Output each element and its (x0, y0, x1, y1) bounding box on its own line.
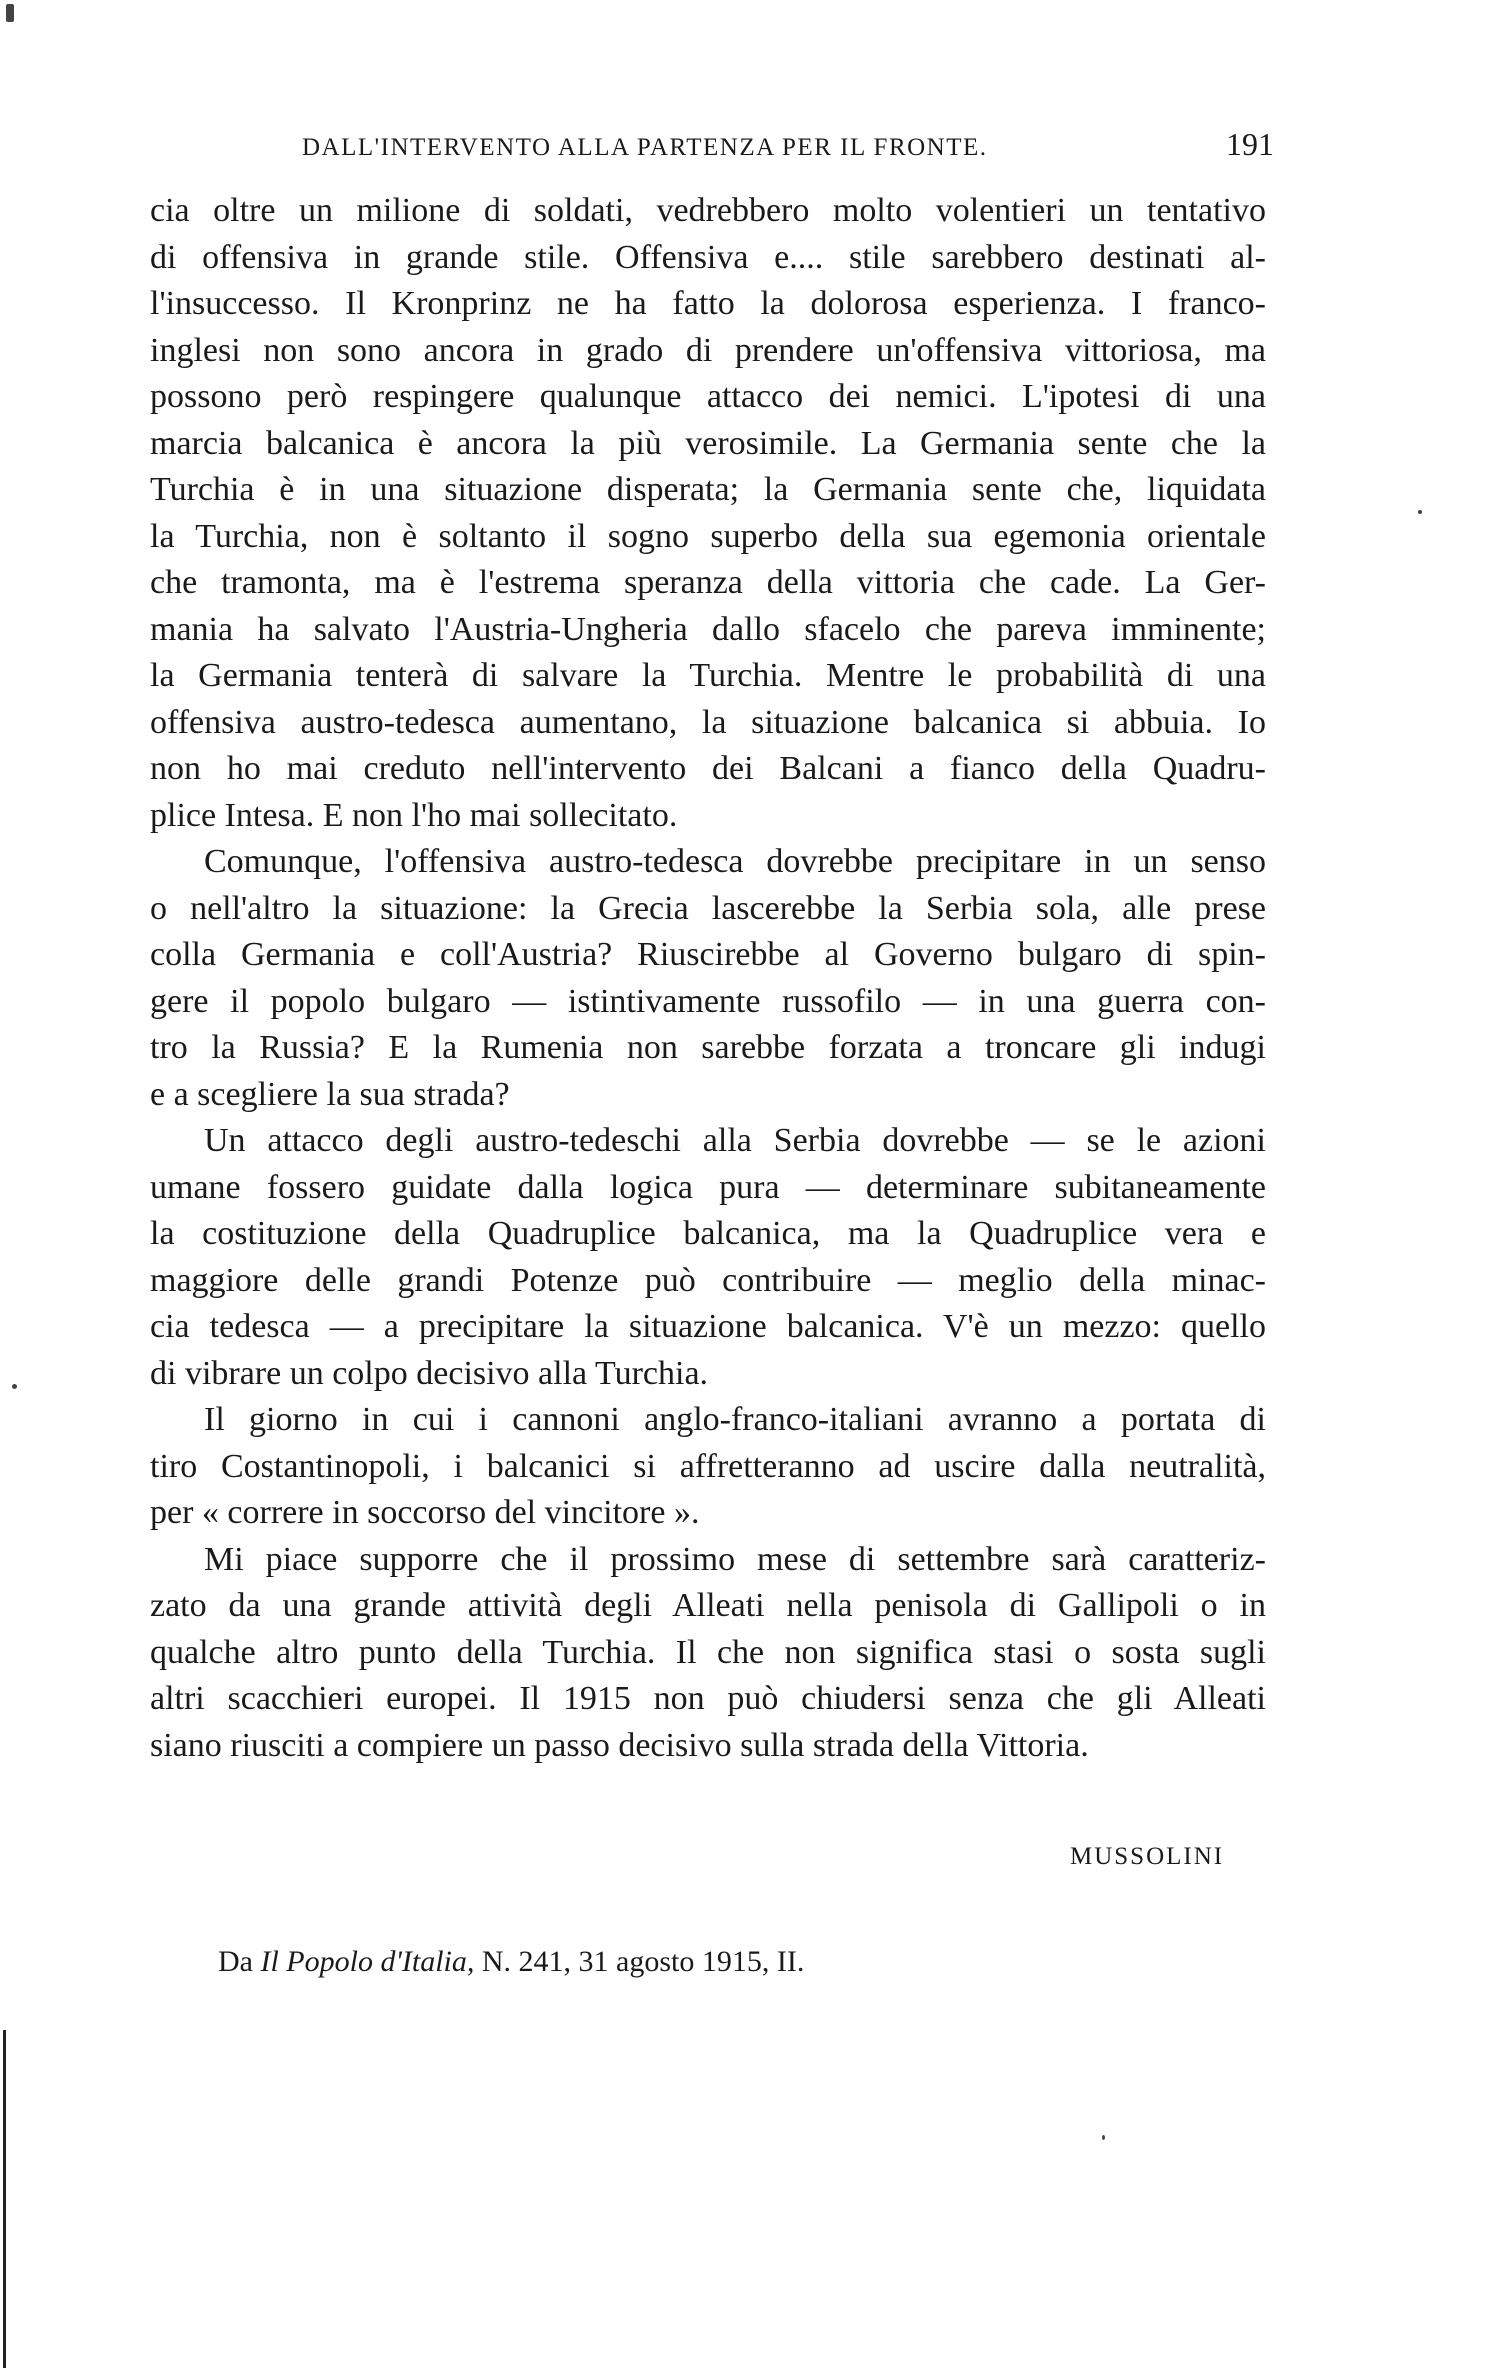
text-line: la costituzione della Quadruplice balcanica, ma la Quadruplice vera e (150, 1215, 1266, 1252)
text-line: non ho mai creduto nell'intervento dei Balcani a fianco della Quadru- (150, 750, 1266, 787)
author-signature: MUSSOLINI (1070, 1843, 1225, 1870)
article-body (150, 188, 1266, 1769)
text-line: Un attacco degli austro-tedeschi alla Serbia dovrebbe — se le azioni (204, 1122, 1266, 1159)
source-details: N. 241, 31 agosto 1915, II. (474, 1945, 805, 1978)
scan-speck (1418, 510, 1422, 514)
text-line: colla Germania e coll'Austria? Riuscirebbe al Governo bulgaro di spin- (150, 936, 1266, 973)
text-line: Turchia è in una situazione disperata; la Germania sente che, liquidata (150, 471, 1266, 508)
text-line: Il giorno in cui i cannoni anglo-franco-italiani avranno a portata di (204, 1401, 1266, 1438)
text-line: la Turchia, non è soltanto il sogno superbo della sua egemonia orientale (150, 517, 1266, 555)
text-line: la Germania tenterà di salvare la Turchia. Mentre le probabilità di una (150, 657, 1266, 694)
source-publication: Il Popolo d'Italia, (260, 1945, 475, 1978)
text-line: o nell'altro la situazione: la Grecia lascerebbe la Serbia sola, alle prese (150, 889, 1266, 927)
text-line: che tramonta, ma è l'estrema speranza della vittoria che cade. La Ger- (150, 564, 1266, 601)
text-line: umane fossero guidate dalla logica pura — determinare subitaneamente (150, 1168, 1266, 1206)
text-line: zato da una grande attività degli Alleati nella penisola di Gallipoli o in (150, 1587, 1266, 1624)
scan-speck (1102, 2135, 1105, 2140)
text-line: tiro Costantinopoli, i balcanici si affretteranno ad uscire dalla neutralità, (150, 1447, 1266, 1485)
text-line: possono però respingere qualunque attacco dei nemici. L'ipotesi di una (150, 378, 1266, 415)
text-line: marcia balcanica è ancora la più verosimile. La Germania sente che la (150, 424, 1266, 462)
text-line: siano riusciti a compiere un passo decisivo sulla strada della Vittoria. (150, 1726, 1089, 1764)
text-line: tro la Russia? E la Rumenia non sarebbe forzata a troncare gli indugi (150, 1029, 1266, 1066)
text-line: Mi piace supporre che il prossimo mese di settembre sarà caratteriz- (204, 1540, 1266, 1578)
text-line: gere il popolo bulgaro — istintivamente russofilo — in una guerra con- (150, 982, 1266, 1020)
text-line: per « correre in soccorso del vincitore ». (150, 1494, 700, 1531)
text-line: maggiore delle grandi Potenze può contribuire — meglio della minac- (150, 1261, 1266, 1299)
running-head (302, 126, 1274, 163)
source-citation (218, 1945, 804, 1979)
text-line: plice Intesa. E non l'ho mai sollecitato. (150, 796, 678, 834)
text-line: altri scacchieri europei. Il 1915 non può chiudersi senza che gli Alleati (150, 1680, 1266, 1717)
page-number: 191 (1226, 126, 1274, 162)
text-line: offensiva austro-tedesca aumentano, la situazione balcanica si abbuia. Io (150, 703, 1266, 741)
scan-margin-line (3, 2030, 6, 2368)
text-line: mania ha salvato l'Austria-Ungheria dallo sfacelo che pareva imminente; (150, 610, 1266, 648)
running-title: DALL'INTERVENTO ALLA PARTENZA PER IL FRONTE. (302, 134, 988, 161)
text-line: inglesi non sono ancora in grado di prendere un'offensiva vittoriosa, ma (150, 331, 1266, 369)
text-line: e a scegliere la sua strada? (150, 1075, 510, 1113)
scan-speck (6, 4, 14, 22)
text-line: l'insuccesso. Il Kronprinz ne ha fatto la dolorosa esperienza. I franco- (150, 285, 1266, 322)
text-line: qualche altro punto della Turchia. Il che non significa stasi o sosta sugli (150, 1633, 1266, 1671)
source-prefix: Da (218, 1945, 261, 1978)
text-line: Comunque, l'offensiva austro-tedesca dovrebbe precipitare in un senso (204, 843, 1266, 880)
text-line: cia tedesca — a precipitare la situazione balcanica. V'è un mezzo: quello (150, 1308, 1266, 1345)
text-line: cia oltre un milione di soldati, vedrebbero molto volentieri un tentativo (150, 192, 1266, 229)
text-line: di offensiva in grande stile. Offensiva e.... stile sarebbero destinati al- (150, 238, 1266, 276)
text-line: di vibrare un colpo decisivo alla Turchia. (150, 1354, 709, 1392)
scan-speck (12, 1384, 17, 1389)
